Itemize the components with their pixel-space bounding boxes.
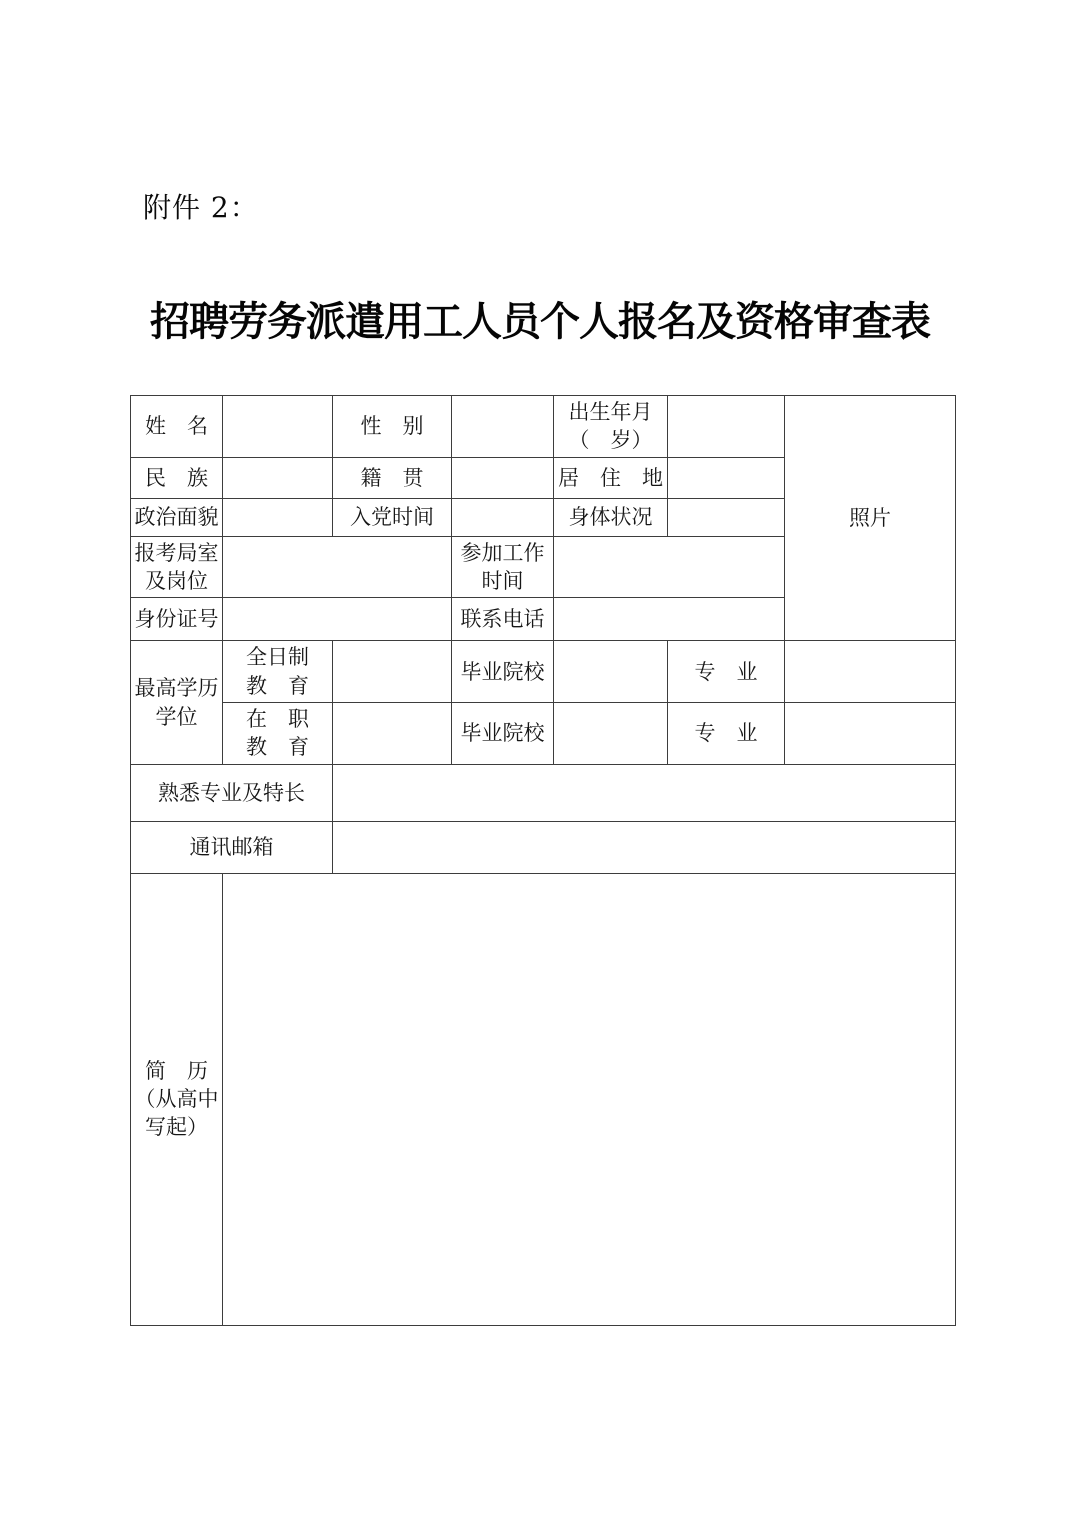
party-join-time-label: 入党时间 (350, 505, 434, 530)
native-place-value-cell (452, 457, 554, 498)
attachment-label: 附件 2： (143, 191, 259, 224)
id-number-label-cell (131, 598, 223, 641)
resume-value-cell (223, 873, 956, 1325)
email-value-cell (333, 821, 956, 873)
fulltime-education-label-cell (223, 641, 333, 703)
name-value-cell (223, 396, 333, 458)
phone-label-cell (452, 598, 554, 641)
birthdate-label-line2: （ 岁） (568, 428, 653, 453)
native-place-label-cell (333, 457, 452, 498)
page-title: 招聘劳务派遣用工人员个人报名及资格审查表 (150, 298, 930, 345)
onjob-grad-school-label-cell (452, 703, 554, 765)
gender-label-cell (333, 396, 452, 458)
fulltime-education-label-line2: 教 育 (246, 673, 309, 698)
specialty-value-cell (333, 764, 956, 821)
onjob-education-label-cell (223, 703, 333, 765)
birthdate-label-cell (554, 396, 668, 458)
phone-label: 联系电话 (460, 607, 545, 632)
residence-label-cell (554, 457, 668, 498)
fulltime-grad-school-label: 毕业院校 (460, 659, 545, 684)
phone-value-cell (554, 598, 785, 641)
onjob-education-label-line1: 在 职 (246, 707, 309, 732)
work-start-value-cell (554, 536, 785, 598)
fulltime-education-value-cell (333, 641, 452, 703)
gender-label: 性 别 (360, 414, 424, 439)
onjob-grad-school-label: 毕业院校 (460, 721, 545, 746)
photo-label: 照片 (849, 506, 891, 531)
health-value-cell (668, 498, 785, 536)
id-number-label: 身份证号 (134, 607, 219, 632)
onjob-major-label: 专 业 (694, 721, 758, 746)
photo-cell (785, 396, 956, 641)
applied-position-label-cell (131, 536, 223, 598)
work-start-label-cell (452, 536, 554, 598)
email-label: 通讯邮箱 (189, 835, 274, 860)
native-place-label: 籍 贯 (360, 465, 424, 490)
row-name-gender-birth (131, 396, 956, 458)
row-fulltime-education (131, 641, 956, 703)
name-label: 姓 名 (145, 414, 208, 439)
highest-education-label-line2: 学位 (155, 704, 198, 729)
row-resume (131, 873, 956, 1325)
fulltime-major-label: 专 业 (694, 659, 758, 684)
residence-value-cell (668, 457, 785, 498)
onjob-grad-school-value-cell (554, 703, 668, 765)
row-specialty (131, 764, 956, 821)
row-email (131, 821, 956, 873)
row-onjob-education (131, 703, 956, 765)
ethnicity-label: 民 族 (145, 465, 208, 490)
residence-label: 居 住 地 (558, 465, 663, 490)
health-label: 身体状况 (568, 505, 653, 530)
gender-value-cell (452, 396, 554, 458)
work-start-label-line2: 时间 (481, 569, 524, 594)
political-status-label-cell (131, 498, 223, 536)
applied-position-value-cell (223, 536, 452, 598)
specialty-label-cell (131, 764, 333, 821)
ethnicity-value-cell (223, 457, 333, 498)
fulltime-major-value-cell (785, 641, 956, 703)
fulltime-grad-school-label-cell (452, 641, 554, 703)
applied-position-label-line2: 及岗位 (145, 569, 208, 594)
application-form-table (130, 395, 956, 1326)
fulltime-major-label-cell (668, 641, 785, 703)
onjob-major-value-cell (785, 703, 956, 765)
political-status-label: 政治面貌 (134, 505, 219, 530)
resume-label-line2: （从高中 (134, 1087, 219, 1112)
name-label-cell (131, 396, 223, 458)
party-join-time-label-cell (333, 498, 452, 536)
health-label-cell (554, 498, 668, 536)
highest-education-label-line1: 最高学历 (134, 676, 219, 701)
resume-label-cell (131, 873, 223, 1325)
specialty-label: 熟悉专业及特长 (158, 780, 305, 805)
resume-label-line3: 写起） (145, 1115, 208, 1140)
work-start-label-line1: 参加工作 (460, 540, 545, 565)
onjob-education-value-cell (333, 703, 452, 765)
fulltime-grad-school-value-cell (554, 641, 668, 703)
birthdate-label-line1: 出生年月 (568, 400, 653, 424)
onjob-education-label-line2: 教 育 (246, 735, 309, 760)
applied-position-label-line1: 报考局室 (134, 540, 219, 565)
email-label-cell (131, 821, 333, 873)
political-status-value-cell (223, 498, 333, 536)
id-number-value-cell (223, 598, 452, 641)
resume-label-line1: 简 历 (145, 1058, 208, 1083)
birthdate-value-cell (668, 396, 785, 458)
party-join-time-value-cell (452, 498, 554, 536)
ethnicity-label-cell (131, 457, 223, 498)
fulltime-education-label-line1: 全日制 (246, 645, 309, 670)
onjob-major-label-cell (668, 703, 785, 765)
highest-education-label-cell (131, 641, 223, 764)
